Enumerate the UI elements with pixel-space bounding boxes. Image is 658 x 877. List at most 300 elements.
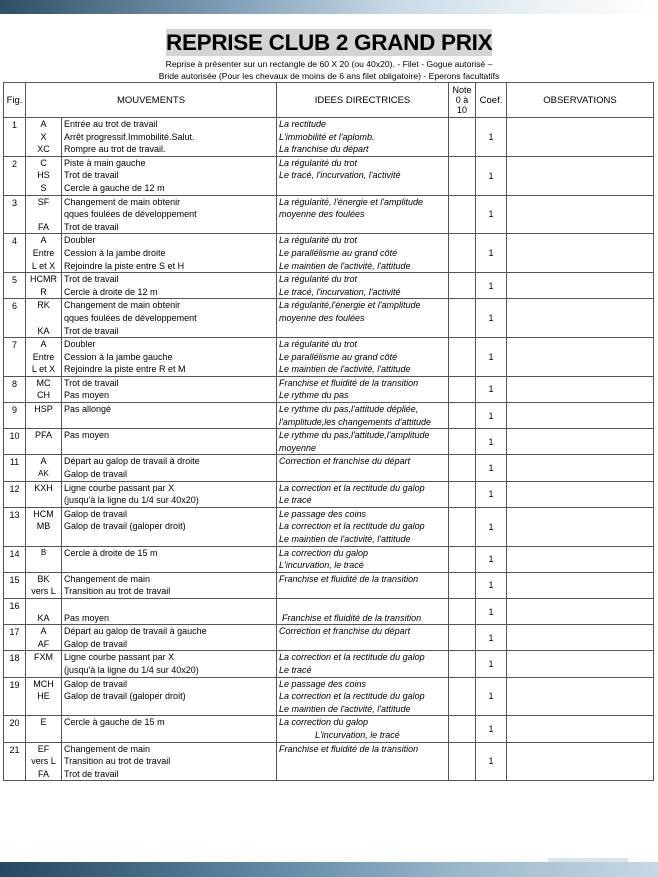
movement-line xyxy=(64,703,274,716)
header-idees: IDEES DIRECTRICES xyxy=(277,83,449,118)
movement-letter: MB xyxy=(36,521,51,532)
movement-line: Cession à la jambe gauche xyxy=(64,351,173,362)
movement-line: Transition au trot de travail xyxy=(64,756,171,767)
idea-line: Le maintien de l'activité, l'attitude xyxy=(279,260,411,271)
guiding-ideas xyxy=(277,118,449,157)
note-cell[interactable] xyxy=(449,429,476,455)
guiding-ideas xyxy=(277,742,449,781)
figure-number: 13 xyxy=(4,507,26,546)
movement-letter: KXH xyxy=(34,482,53,493)
note-cell[interactable] xyxy=(449,507,476,546)
movement-line: Trot de travail xyxy=(64,274,119,285)
movement-letter: L et X xyxy=(31,364,56,375)
movement-description xyxy=(62,507,277,546)
movement-description xyxy=(62,625,277,651)
observations-cell[interactable] xyxy=(507,598,654,624)
coefficient: 1 xyxy=(476,481,507,507)
figure-number: 9 xyxy=(4,403,26,429)
observations-cell[interactable] xyxy=(507,273,654,299)
movement-letter: EF xyxy=(37,743,50,754)
movement-line: Rejoindre la piste entre R et M xyxy=(64,364,186,375)
idea-line: La régularité, l'énergie et l'amplitude xyxy=(279,196,424,207)
table-row xyxy=(4,234,654,273)
figure-number: 2 xyxy=(4,156,26,195)
figure-number: 4 xyxy=(4,234,26,273)
movement-letter: Entre xyxy=(32,247,55,258)
coefficient: 1 xyxy=(476,625,507,651)
coefficient: 1 xyxy=(476,156,507,195)
coefficient: 1 xyxy=(476,572,507,598)
movement-line: Entrée au trot de travail xyxy=(64,119,158,129)
movement-letters xyxy=(26,273,62,299)
note-cell[interactable] xyxy=(449,338,476,377)
movement-letter: FA xyxy=(37,221,49,232)
table-row xyxy=(4,299,654,338)
observations-cell[interactable] xyxy=(507,677,654,716)
idea-line: L'incurvation, le tracé xyxy=(279,560,364,571)
observations-cell[interactable] xyxy=(507,429,654,455)
coefficient: 1 xyxy=(476,299,507,338)
table-row xyxy=(4,273,654,299)
guiding-ideas xyxy=(277,677,449,716)
movement-description xyxy=(62,572,277,598)
movement-description xyxy=(62,455,277,481)
note-cell[interactable] xyxy=(449,403,476,429)
movement-letters xyxy=(26,299,62,338)
figure-number: 6 xyxy=(4,299,26,338)
figure-number: 19 xyxy=(4,677,26,716)
movement-description xyxy=(62,429,277,455)
coefficient: 1 xyxy=(476,651,507,677)
figure-number: 12 xyxy=(4,481,26,507)
movement-letter: HCMR xyxy=(30,274,57,285)
idea-line: La franchise du départ xyxy=(279,144,369,155)
idea-line: Le tracé xyxy=(279,495,312,506)
idea-line: Le passage des coins xyxy=(279,678,367,689)
note-cell[interactable] xyxy=(449,716,476,742)
movement-letter xyxy=(28,599,59,612)
movement-line xyxy=(64,442,274,455)
observations-cell[interactable] xyxy=(507,299,654,338)
guiding-ideas xyxy=(277,156,449,195)
table-row xyxy=(4,156,654,195)
note-cell[interactable] xyxy=(449,625,476,651)
note-cell[interactable] xyxy=(449,156,476,195)
idea-line: La correction et la rectitude du galop xyxy=(279,521,425,532)
idea-line: La régularité du trot xyxy=(279,339,358,350)
table-row xyxy=(4,507,654,546)
movement-line: Cercle à droite de 12 m xyxy=(64,286,158,297)
guiding-ideas xyxy=(277,572,449,598)
movement-letters xyxy=(26,455,62,481)
movement-line: Pas allongé xyxy=(64,404,112,415)
guiding-ideas xyxy=(277,481,449,507)
idea-line: L'immobilité et l'aplomb. xyxy=(279,131,375,142)
movement-letter: BK xyxy=(37,573,50,584)
movement-letter: B xyxy=(40,547,47,557)
note-cell[interactable] xyxy=(449,376,476,402)
movement-line xyxy=(64,729,274,742)
idea-line: Le rythme du pas xyxy=(279,390,349,401)
movement-letter xyxy=(28,442,59,455)
movement-letter: PFA xyxy=(34,430,52,441)
coefficient: 1 xyxy=(476,677,507,716)
movement-letter xyxy=(28,703,59,716)
idea-line: Franchise et fluidité de la transition xyxy=(279,377,419,388)
movement-letter: A xyxy=(40,339,47,350)
idea-line: Le parallélisme au grand côté xyxy=(279,247,398,258)
coefficient: 1 xyxy=(476,455,507,481)
movement-description xyxy=(62,195,277,234)
movement-letter xyxy=(28,729,59,742)
movement-letter: FXM xyxy=(34,652,53,663)
table-row xyxy=(4,677,654,716)
observations-cell[interactable] xyxy=(507,195,654,234)
guiding-ideas xyxy=(277,195,449,234)
table-row xyxy=(4,481,654,507)
observations-cell[interactable] xyxy=(507,118,654,157)
movement-line: qques foulées de développement xyxy=(64,209,197,220)
top-decor-bar xyxy=(0,0,658,14)
movement-line: Pas moyen xyxy=(64,430,110,441)
table-row xyxy=(4,598,654,624)
movement-letters xyxy=(26,429,62,455)
page-title: REPRISE CLUB 2 GRAND PRIX xyxy=(166,30,493,55)
coefficient: 1 xyxy=(476,273,507,299)
observations-cell[interactable] xyxy=(507,572,654,598)
idea-line xyxy=(279,325,446,338)
table-row xyxy=(4,338,654,377)
movement-description xyxy=(62,234,277,273)
movement-line: Ligne courbe passant par X xyxy=(64,652,175,663)
table-row xyxy=(4,403,654,429)
figure-number: 15 xyxy=(4,572,26,598)
movement-line: Trot de travail xyxy=(64,768,119,779)
guiding-ideas xyxy=(277,507,449,546)
figure-number: 5 xyxy=(4,273,26,299)
figure-number: 14 xyxy=(4,546,26,572)
movement-letters xyxy=(26,677,62,716)
idea-line: La régularité du trot xyxy=(279,157,358,168)
note-cell[interactable] xyxy=(449,572,476,598)
coefficient: 1 xyxy=(476,742,507,781)
movement-line: (jusqu'à la ligne du 1/4 sur 40x20) xyxy=(64,664,199,675)
idea-line: Franchise et fluidité de la transition xyxy=(282,612,422,623)
guiding-ideas xyxy=(277,338,449,377)
movement-letter xyxy=(28,208,59,221)
movement-letter: A xyxy=(40,456,47,467)
test-sheet-table xyxy=(3,82,654,781)
idea-line: Le rythme du pas,l'attitude,l'amplitude xyxy=(279,430,430,441)
movement-line: Départ au galop de travail à droite xyxy=(64,456,200,467)
idea-line xyxy=(279,182,446,195)
movement-description xyxy=(62,651,277,677)
header-mouvements: MOUVEMENTS xyxy=(26,83,277,118)
idea-line: La correction et la rectitude du galop xyxy=(279,652,425,663)
movement-letters xyxy=(26,195,62,234)
movement-line: Changement de main xyxy=(64,743,151,754)
idea-line xyxy=(279,638,446,651)
figure-number: 17 xyxy=(4,625,26,651)
movement-line: Transition au trot de travail xyxy=(64,586,171,597)
note-cell[interactable] xyxy=(449,598,476,624)
guiding-ideas xyxy=(277,299,449,338)
movement-line: Cercle à gauche de 15 m xyxy=(64,717,165,728)
movement-line: Cercle à gauche de 12 m xyxy=(64,182,165,193)
observations-cell[interactable] xyxy=(507,156,654,195)
movement-line: Doubler xyxy=(64,339,96,350)
idea-line: La correction et la rectitude du galop xyxy=(279,691,425,702)
observations-cell[interactable] xyxy=(507,546,654,572)
movement-letter: HS xyxy=(37,170,50,181)
movement-letter: HE xyxy=(37,691,50,702)
idea-line: Correction et franchise du départ xyxy=(279,626,411,637)
movement-letter: SF xyxy=(37,196,50,207)
note-cell[interactable] xyxy=(449,455,476,481)
movement-letter: R xyxy=(40,286,47,297)
guiding-ideas xyxy=(277,273,449,299)
coefficient: 1 xyxy=(476,376,507,402)
movement-line: Galop de travail (galoper droit) xyxy=(64,691,186,702)
observations-cell[interactable] xyxy=(507,742,654,781)
movement-letter: MC xyxy=(36,377,51,388)
note-cell[interactable] xyxy=(449,118,476,157)
movement-line: Galop de travail xyxy=(64,678,128,689)
movement-letter: A xyxy=(40,626,47,637)
movement-description xyxy=(62,118,277,157)
coefficient: 1 xyxy=(476,195,507,234)
guiding-ideas xyxy=(277,376,449,402)
header-row xyxy=(4,83,654,118)
idea-line: Le tracé, l'incurvation, l'activité xyxy=(279,170,401,181)
table-row xyxy=(4,195,654,234)
bottom-decor-bar xyxy=(0,862,658,877)
movement-letter: Entre xyxy=(32,351,55,362)
table-row xyxy=(4,716,654,742)
movement-letter xyxy=(28,559,59,572)
movement-line: Trot de travail xyxy=(64,325,119,336)
movement-letter: AK xyxy=(38,469,49,479)
movement-description xyxy=(62,156,277,195)
idea-line: Franchise et fluidité de la transition xyxy=(279,743,419,754)
movement-line: Trot de travail xyxy=(64,377,119,388)
idea-line: La correction du galop xyxy=(279,547,369,558)
movement-description xyxy=(62,338,277,377)
idea-line: Le maintien de l'activité, l'attitude xyxy=(279,364,411,375)
note-cell[interactable] xyxy=(449,677,476,716)
movement-line: (jusqu'à la ligne du 1/4 sur 40x20) xyxy=(64,495,199,506)
figure-number: 3 xyxy=(4,195,26,234)
header-note-line: 10 xyxy=(456,105,467,115)
movement-letter xyxy=(28,312,59,325)
idea-line: Franchise et fluidité de la transition xyxy=(279,573,419,584)
movement-letters xyxy=(26,507,62,546)
movement-letter xyxy=(28,533,59,546)
idea-line: La correction et la rectitude du galop xyxy=(279,482,425,493)
coefficient: 1 xyxy=(476,234,507,273)
table-row xyxy=(4,625,654,651)
note-cell[interactable] xyxy=(449,742,476,781)
idea-line xyxy=(279,755,446,768)
header-note-line: 0 à xyxy=(455,95,469,105)
movement-line: Galop de travail xyxy=(64,469,128,480)
idea-line: Correction et franchise du départ xyxy=(279,456,411,467)
movement-letters xyxy=(26,651,62,677)
idea-line xyxy=(279,599,446,612)
header-note-line: Note xyxy=(452,85,472,95)
idea-line: La régularité du trot xyxy=(279,274,358,285)
movement-letter: A xyxy=(40,235,47,246)
movement-line: qques foulées de développement xyxy=(64,312,197,323)
idea-line: Le parallélisme au grand côté xyxy=(279,351,398,362)
movement-description xyxy=(62,299,277,338)
movement-description xyxy=(62,677,277,716)
table-row xyxy=(4,546,654,572)
coefficient: 1 xyxy=(476,598,507,624)
observations-cell[interactable] xyxy=(507,338,654,377)
observations-cell[interactable] xyxy=(507,481,654,507)
note-cell[interactable] xyxy=(449,234,476,273)
movement-line: Pas moyen xyxy=(64,612,110,623)
movement-description xyxy=(62,742,277,781)
note-cell[interactable] xyxy=(449,299,476,338)
observations-cell[interactable] xyxy=(507,403,654,429)
movement-letter: vers L xyxy=(31,586,56,597)
movement-description xyxy=(62,716,277,742)
table-row xyxy=(4,429,654,455)
movement-line: Trot de travail xyxy=(64,221,119,232)
figure-number: 7 xyxy=(4,338,26,377)
movement-description xyxy=(62,403,277,429)
movement-line: Changement de main obtenir xyxy=(64,300,181,311)
movement-description xyxy=(62,546,277,572)
movement-letters xyxy=(26,546,62,572)
observations-cell[interactable] xyxy=(507,651,654,677)
figure-number: 10 xyxy=(4,429,26,455)
movement-letter: L et X xyxy=(31,260,56,271)
guiding-ideas xyxy=(277,403,449,429)
movement-line: Ligne courbe passant par X xyxy=(64,482,175,493)
subtitle-line-1: Reprise à présenter sur un rectangle de 60 X 20 (ou 40x20). - Filet - Gogue autorisé – xyxy=(165,59,493,69)
idea-line: moyenne xyxy=(279,442,317,453)
idea-line: Le passage des coins xyxy=(279,508,367,519)
movement-line: Départ au galop de travail à gauche xyxy=(64,626,207,637)
movement-letters xyxy=(26,625,62,651)
coefficient: 1 xyxy=(476,338,507,377)
idea-line: Le tracé xyxy=(279,664,312,675)
note-cell[interactable] xyxy=(449,546,476,572)
movement-line: Changement de main obtenir xyxy=(64,196,181,207)
note-cell[interactable] xyxy=(449,481,476,507)
idea-line: La régularité,l'énergie et l'amplitude xyxy=(279,300,421,311)
observations-cell[interactable] xyxy=(507,376,654,402)
observations-cell[interactable] xyxy=(507,507,654,546)
guiding-ideas xyxy=(277,546,449,572)
observations-cell[interactable] xyxy=(507,716,654,742)
movement-letters xyxy=(26,376,62,402)
movement-letter: MCH xyxy=(33,678,54,689)
movement-line: Rejoindre la piste entre S et H xyxy=(64,260,185,271)
note-cell[interactable] xyxy=(449,273,476,299)
movement-letters xyxy=(26,338,62,377)
note-cell[interactable] xyxy=(449,651,476,677)
movement-letter xyxy=(28,494,59,507)
note-cell[interactable] xyxy=(449,195,476,234)
movement-line: Galop de travail xyxy=(64,508,128,519)
movement-line xyxy=(64,559,274,572)
movement-letter: A xyxy=(40,119,47,129)
observations-cell[interactable] xyxy=(507,234,654,273)
movement-letter: S xyxy=(40,182,47,193)
movement-letter: vers L xyxy=(31,756,56,767)
movement-letter: AF xyxy=(37,638,50,649)
idea-line: Le tracé, l'incurvation, l'activité xyxy=(279,286,401,297)
header-note xyxy=(449,83,476,118)
movement-line xyxy=(64,533,274,546)
table-row xyxy=(4,651,654,677)
table-row xyxy=(4,455,654,481)
movement-letter: CH xyxy=(37,390,50,401)
movement-line xyxy=(64,416,274,429)
guiding-ideas xyxy=(277,651,449,677)
movement-letters xyxy=(26,572,62,598)
movement-letter xyxy=(28,416,59,429)
movement-line: Cession à la jambe droite xyxy=(64,247,166,258)
header-observations: OBSERVATIONS xyxy=(507,83,654,118)
movement-letter: XC xyxy=(37,144,50,155)
figure-number: 16 xyxy=(4,598,26,624)
figure-number: 20 xyxy=(4,716,26,742)
figure-number: 18 xyxy=(4,651,26,677)
movement-letter: HSP xyxy=(34,404,53,415)
idea-line: moyenne des foulées xyxy=(279,209,365,220)
observations-cell[interactable] xyxy=(507,625,654,651)
idea-line: Le maintien de l'activité, l'attitude xyxy=(279,703,411,714)
movement-letters xyxy=(26,403,62,429)
coefficient: 1 xyxy=(476,118,507,157)
idea-line: L'incurvation, le tracé xyxy=(315,729,400,740)
guiding-ideas xyxy=(277,598,449,624)
movement-description xyxy=(62,376,277,402)
observations-cell[interactable] xyxy=(507,455,654,481)
header-fig: Fig. xyxy=(4,83,26,118)
idea-line: Le maintien de l'activité, l'attitude xyxy=(279,534,411,544)
movement-line: Rompre au trot de travail. xyxy=(64,144,166,155)
subtitle-line-2: Bride autorisée (Pour les chevaux de moins de 6 ans filet obligatoire) - Eperons facultatifs xyxy=(158,71,500,81)
movement-letters xyxy=(26,481,62,507)
table-row xyxy=(4,376,654,402)
table-row xyxy=(4,572,654,598)
movement-line: Pas moyen xyxy=(64,390,110,401)
guiding-ideas xyxy=(277,234,449,273)
coefficient: 1 xyxy=(476,507,507,546)
movement-description xyxy=(62,598,277,624)
movement-letters xyxy=(26,156,62,195)
idea-line xyxy=(279,768,446,781)
guiding-ideas xyxy=(277,429,449,455)
movement-letters xyxy=(26,598,62,624)
idea-line xyxy=(279,221,446,234)
header-coef: Coef. xyxy=(476,83,507,118)
table-row xyxy=(4,118,654,157)
movement-letter: C xyxy=(40,157,47,168)
figure-number: 1 xyxy=(4,118,26,157)
idea-line: Le rythme du pas,l'attitude dépliée, xyxy=(279,404,419,415)
movement-letter: KA xyxy=(37,612,50,623)
movement-line: Arrêt progressif.Immobilité.Salut. xyxy=(64,131,195,142)
idea-line: moyenne des foulées xyxy=(279,312,365,323)
movement-letter: HCM xyxy=(33,508,54,519)
